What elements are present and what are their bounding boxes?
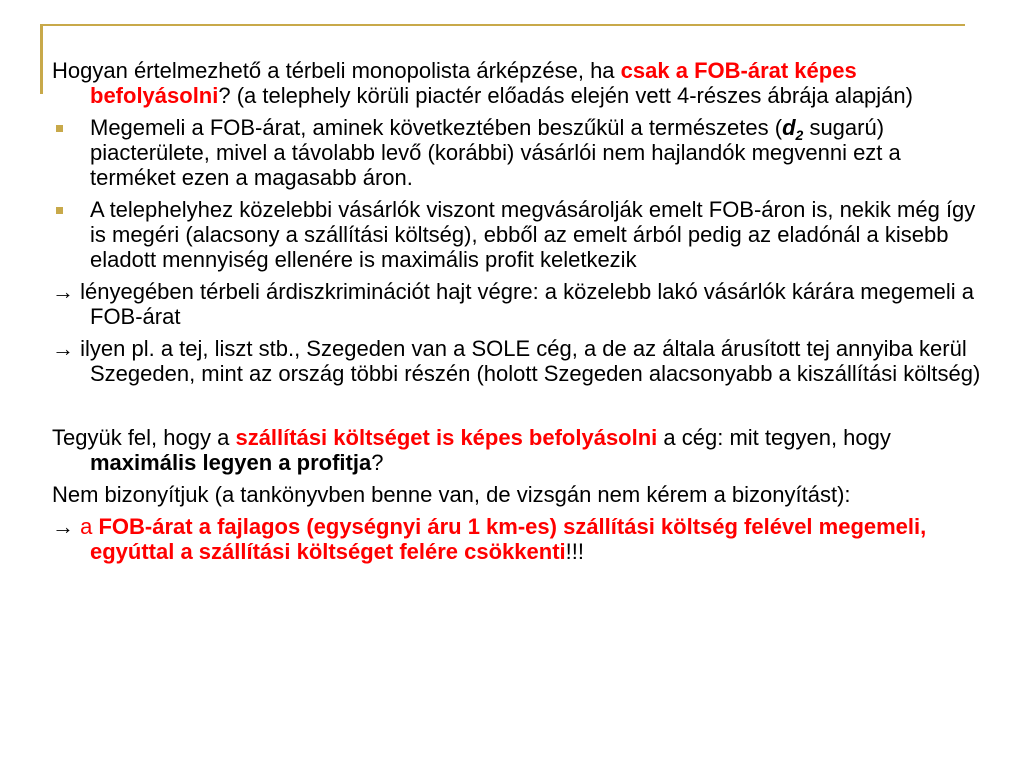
assumption-bold: maximális legyen a profitja: [90, 450, 372, 475]
answer-article: a: [80, 514, 99, 539]
paragraph-gap: [52, 393, 982, 425]
answer-paragraph: [52, 514, 982, 564]
example-paragraph: → ilyen pl. a tej, liszt stb., Szegeden van a SOLE cég, a de az általa árusított tej annyiba kerül Szegeden, mint az ország többi részén (holott Szegeden alacsonyabb a kiszállítási költség): [52, 336, 981, 386]
bullet-item-1: [52, 115, 982, 190]
question-highlight: csak a FOB-árat képes befolyásolni: [90, 58, 857, 108]
decorative-horizontal-line: [40, 24, 965, 26]
question-text-end: ? (a telephely körüli piactér előadás elején vett 4-részes ábrája alapján): [218, 83, 913, 108]
proof-note-paragraph: Nem bizonyítjuk (a tankönyvben benne van, de vizsgán nem kérem a bizonyítást):: [52, 482, 851, 507]
assumption-text-end: ?: [371, 450, 384, 475]
assumption-highlight: szállítási költséget is képes befolyásolni: [235, 425, 658, 450]
bullet-1-subscript: 2: [795, 127, 804, 143]
bullet-1-variable: d: [782, 115, 796, 140]
decorative-vertical-line: [40, 24, 43, 94]
answer-highlight: FOB-árat a fajlagos (egységnyi áru 1 km-es) szállítási költség felével megemeli, egyúttal a szállítási költséget felére csökkenti: [90, 514, 927, 564]
conclusion-paragraph-1: → lényegében térbeli árdiszkriminációt hajt végre: a közelebb lakó vásárlók kárára megemeli a FOB-árat: [52, 279, 975, 329]
square-bullet-icon: [56, 125, 63, 132]
question-text-start: Hogyan értelmezhető a térbeli monopolista árképzése, ha: [52, 58, 621, 83]
square-bullet-icon: [56, 207, 63, 214]
answer-exclamation: !!!: [565, 539, 584, 564]
arrow-icon: →: [52, 514, 81, 539]
bullet-1-text-end: sugarú) piacterülete, mivel a távolabb levő (korábbi) vásárlói nem hajlandók megvenni ezt a terméket ezen a magasabb áron.: [90, 115, 901, 190]
question-paragraph: [52, 58, 982, 108]
assumption-text-start: Tegyük fel, hogy a: [52, 425, 236, 450]
bullet-2-text: A telephelyhez közelebbi vásárlók viszont megvásárolják emelt FOB-áron is, nekik még így is megéri (alacsony a szállítási költség), ebből az emelt árból pedig az eladónál a kisebb eladott mennyiség ellenére is maximális profit keletkezik: [90, 197, 976, 272]
slide-content: [52, 58, 982, 571]
bullet-1-text-start: Megemeli a FOB-árat, aminek következtében beszűkül a természetes (: [90, 115, 783, 140]
assumption-paragraph: [52, 425, 982, 475]
bullet-item-2: [52, 197, 982, 272]
assumption-text-middle: a cég: mit tegyen, hogy: [657, 425, 891, 450]
